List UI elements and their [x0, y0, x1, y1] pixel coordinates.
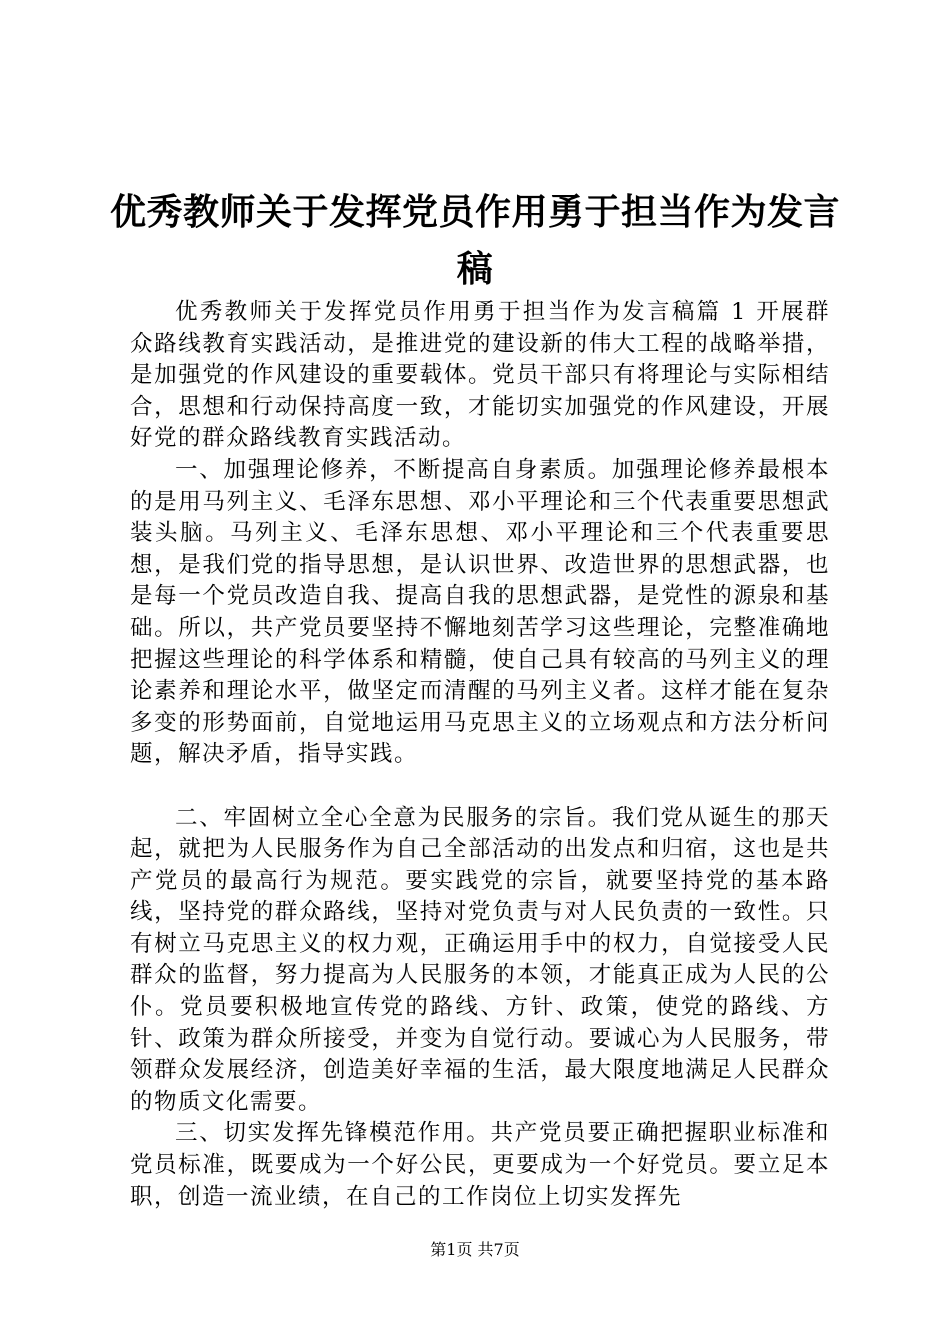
intro-paragraph: 优秀教师关于发挥党员作用勇于担当作为发言稿篇 1 开展群众路线教育实践活动，是推进党的建设新的伟大工程的战略举措，是加强党的作风建设的重要载体。党员干部只有将理论与实际相结合，思想和行动保持高度一致，才能切实加强党的作风建设，开展好党的群众路线教育实践活动。	[130, 299, 830, 452]
document-title: 优秀教师关于发挥党员作用勇于担当作为发言稿	[109, 192, 840, 291]
section-three-paragraph: 三、切实发挥先锋模范作用。共产党员要正确把握职业标准和党员标准，既要成为一个好公民，更要成为一个好党员。要立足本职，创造一流业绩，在自己的工作岗位上切实发挥先	[130, 1120, 830, 1210]
page-number-footer: 第1页 共7页	[430, 1240, 520, 1259]
section-one-paragraph: 一、加强理论修养，不断提高自身素质。加强理论修养最根本的是用马列主义、毛泽东思想、邓小平理论和三个代表重要思想武装头脑。马列主义、毛泽东思想、邓小平理论和三个代表重要思想，是我们党的指导思想，是认识世界、改造世界的思想武器，也是每一个党员改造自我、提高自我的思想武器，是党性的源泉和基础。所以，共产党员要坚持不懈地刻苦学习这些理论，完整准确地把握这些理论的科学体系和精髓，使自己具有较高的马列主义的理论素养和理论水平，做坚定而清醒的马列主义者。这样才能在复杂多变的形势面前，自觉地运用马克思主义的立场观点和方法分析问题，解决矛盾，指导实践。	[130, 456, 830, 768]
document-body	[130, 297, 830, 1213]
section-two-paragraph: 二、牢固树立全心全意为民服务的宗旨。我们党从诞生的那天起，就把为人民服务作为自己全部活动的出发点和归宿，这也是共产党员的最高行为规范。要实践党的宗旨，就要坚持党的基本路线，坚持党的群众路线，坚持对党负责与对人民负责的一致性。只有树立马克思主义的权力观，正确运用手中的权力，自觉接受人民群众的监督，努力提高为人民服务的本领，才能真正成为人民的公仆。党员要积极地宣传党的路线、方针、政策，使党的路线、方针、政策为群众所接受，并变为自觉行动。要诚心为人民服务，带领群众发展经济，创造美好幸福的生活，最大限度地满足人民群众的物质文化需要。	[130, 804, 830, 1115]
